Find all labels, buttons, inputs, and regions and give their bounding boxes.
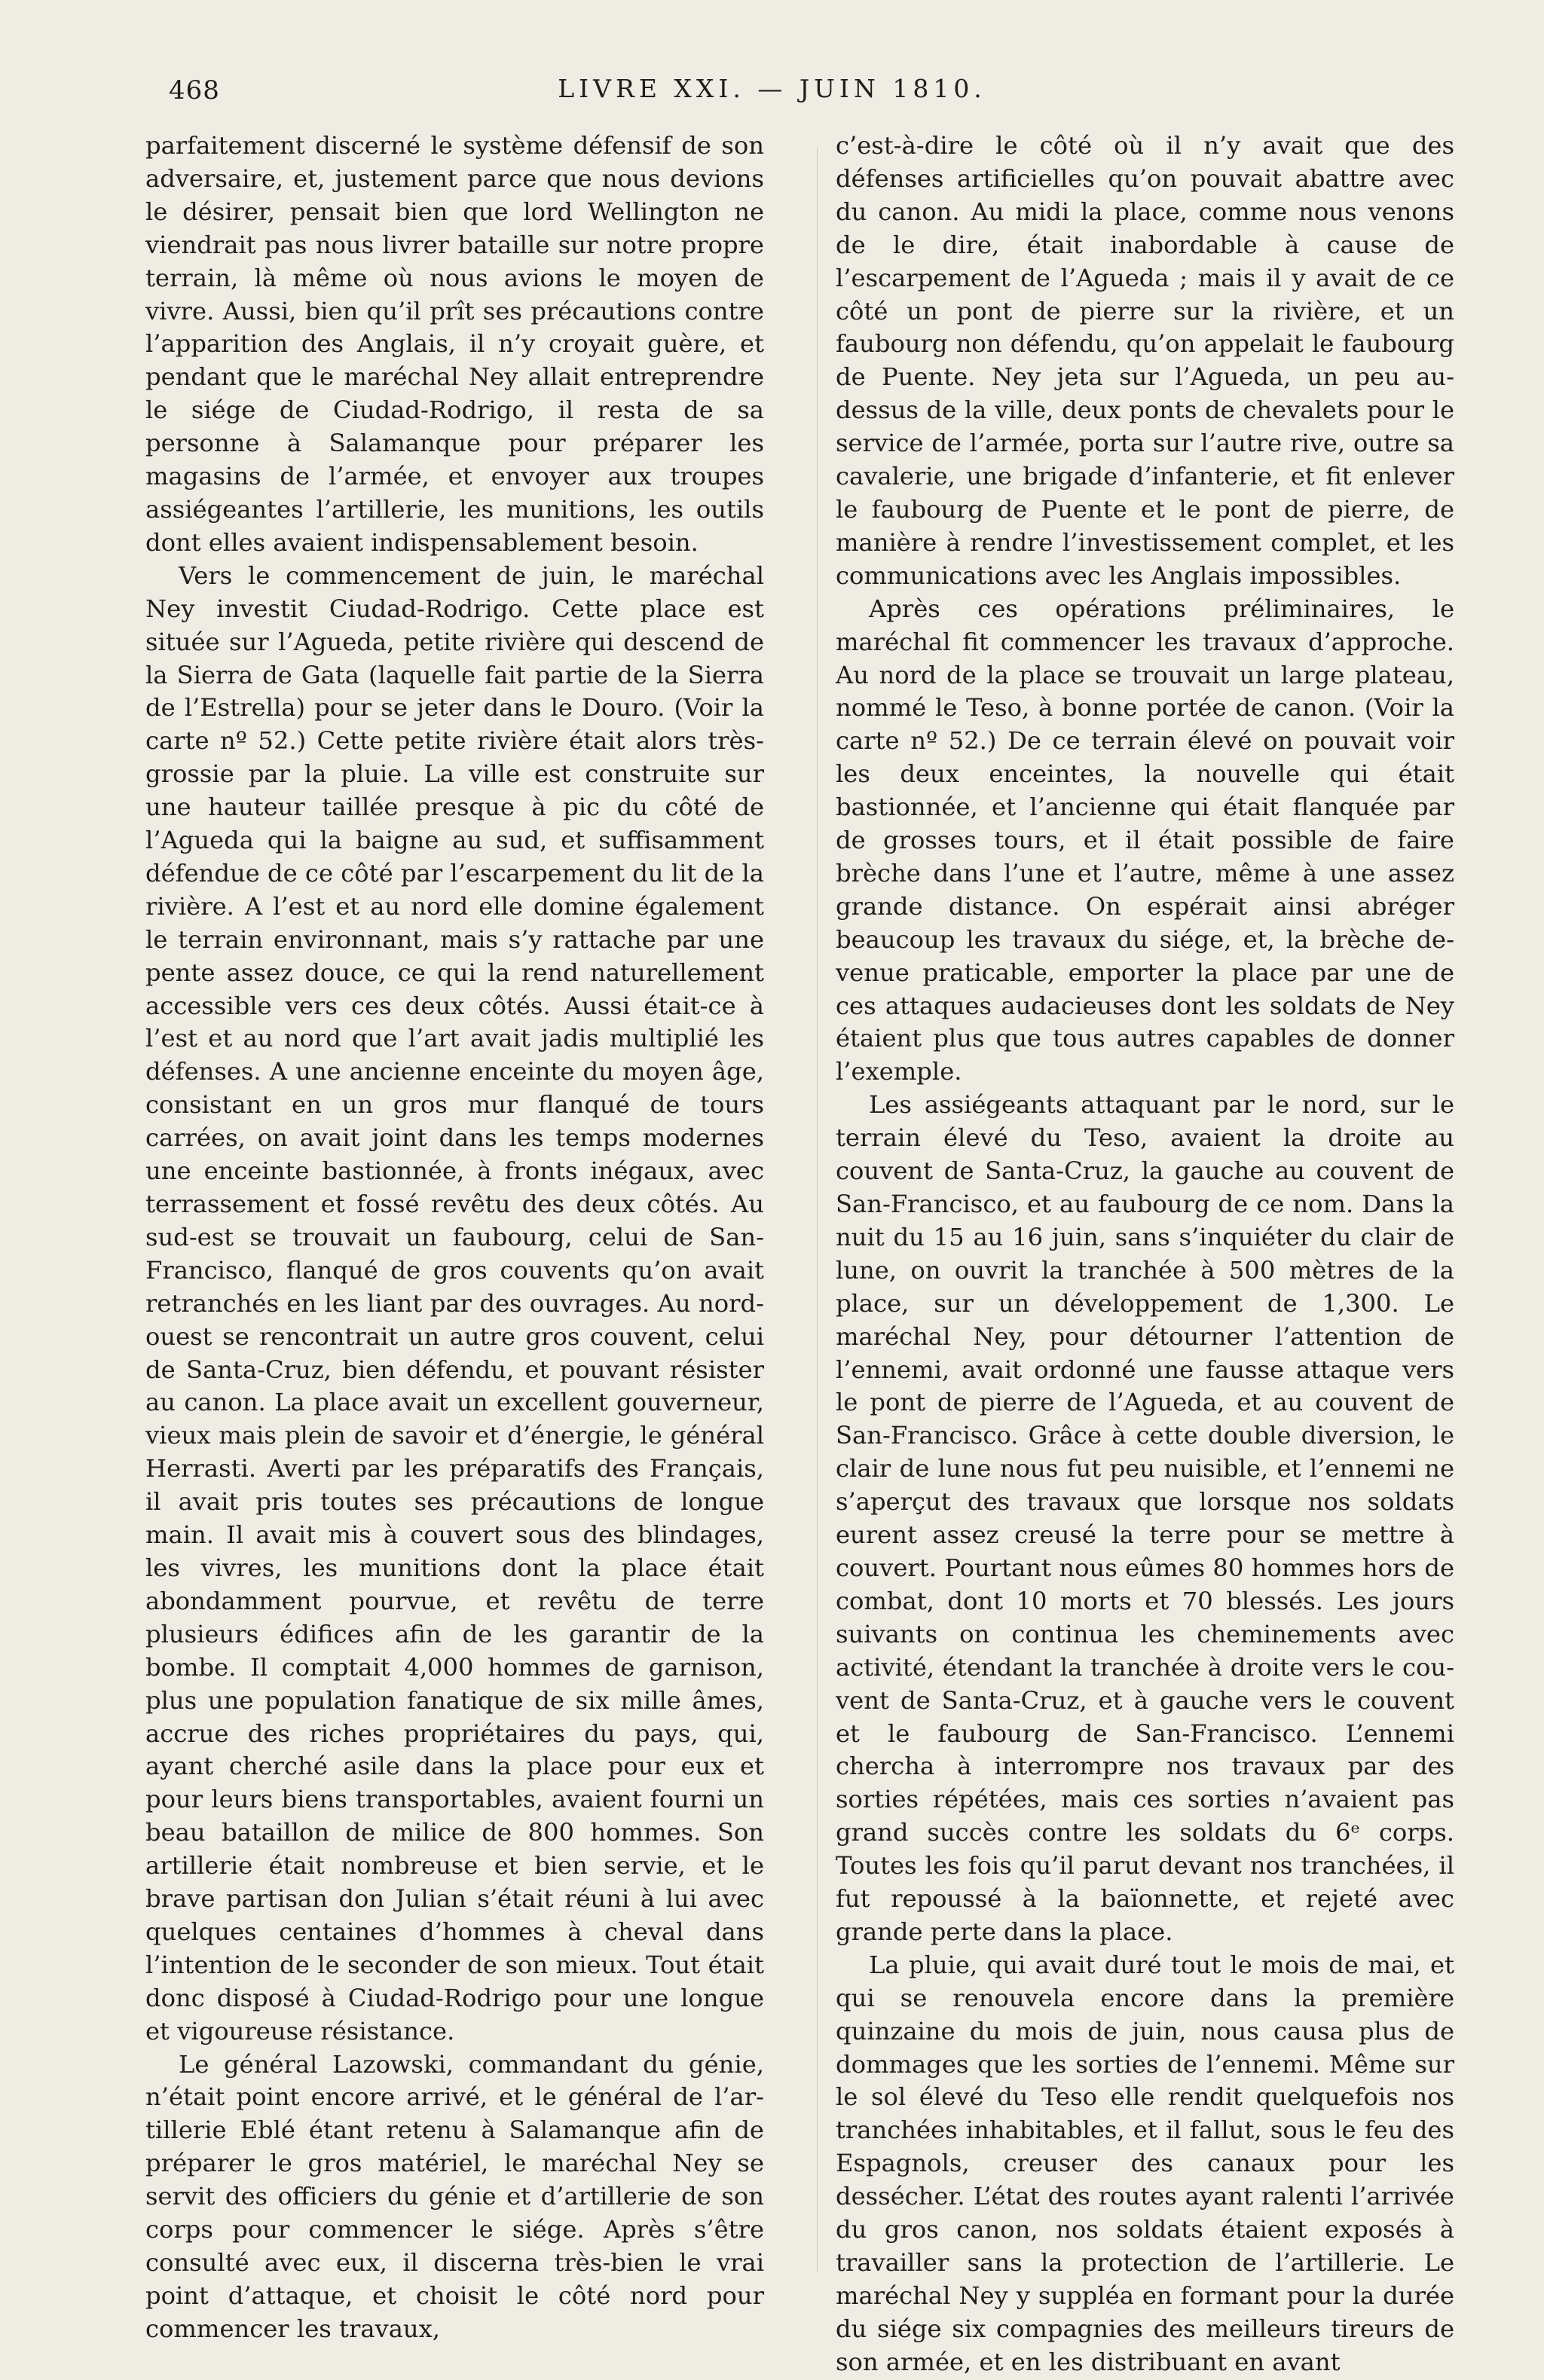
page-number: 468 xyxy=(169,75,220,105)
column-divider xyxy=(817,148,818,2272)
paragraph: parfaitement discerné le système défensif de son adversaire, et, justement parce que nous devions le désirer, pensait bien que lord Wellington ne viendrait pas nous livrer bataille sur notre propre terrain, là même où nous avions le moyen de vivre. Aussi, bien qu’il prît ses précautions contre l’apparition des Anglais, il n’y croyait guère, et pendant que le maréchal Ney allait entreprendre le siége de Ciudad-Rodrigo, il resta de sa personne à Salamanque pour préparer les magasins de l’armée, et envoyer aux troupes assiégeantes l’artillerie, les munitions, les outils dont elles avaient indispensablement besoin. xyxy=(145,131,764,557)
paragraph: Vers le commencement de juin, le maréchal Ney investit Ciudad-Rodrigo. Cette place est située sur l’Agueda, petite rivière qui descend de la Sierra de Gata (laquelle fait partie de la Sierra de l’Estrella) pour se jeter dans le Douro. (Voir la carte nº 52.) Cette petite rivière était alors très-grossie par la pluie. La ville est construite sur une hauteur taillée presque à pic du côté de l’Agueda qui la baigne au sud, et suffisamment défendue de ce côté par l’escarpement du lit de la rivière. A l’est et au nord elle domine également le terrain environnant, mais s’y rattache par une pente assez douce, ce qui la rend naturellement accessible vers ces deux côtés. Aussi était-ce à l’est et au nord que l’art avait jadis multiplié les défenses. A une ancienne enceinte du moyen âge, consistant en un gros mur flanqué de tours carrées, on avait joint dans les temps modernes une enceinte bastionnée, à fronts inégaux, avec terrassement et fossé revêtu des deux côtés. Au sud-est se trouvait un faubourg, celui de San-Francisco, flanqué de gros couvents qu’on avait retranchés en les liant par des ouvrages. Au nord-ouest se rencontrait un autre gros couvent, celui de Santa-Cruz, bien défendu, et pouvant résister au canon. La place avait un excellent gouverneur, vieux mais plein de savoir et d’énergie, le général Herrasti. Averti par les préparatifs des Français, il avait pris toutes ses précautions de longue main. Il avait mis à couvert sous des blindages, les vivres, les munitions dont la place était abondamment pourvue, et revêtu de terre plusieurs édifices afin de les garantir de la bombe. Il comptait 4,000 hommes de garnison, plus une population fanatique de six mille âmes, accrue des riches propriétaires du pays, qui, ayant cherché asile dans la place pour eux et pour leurs biens transportables, avaient fourni un beau bataillon de milice de 800 hommes. Son artillerie était nombreuse et bien servie, et le brave partisan don Julian s’était réuni à lui avec quelques centaines d’hommes à cheval dans l’intention de le seconder de son mieux. Tout était donc disposé à Ciudad-Rodrigo pour une longue et vigoureuse résistance. xyxy=(145,561,764,2045)
right-column xyxy=(836,130,1454,2379)
paragraph: La pluie, qui avait duré tout le mois de mai, et qui se renouvela encore dans la première quinzaine du mois de juin, nous causa plus de dommages que les sorties de l’ennemi. Même sur le sol élevé du Teso elle rendit quelquefois nos tranchées inhabitables, et il fallut, sous le feu des Espagnols, creuser des canaux pour les dessécher. L’état des routes ayant ralenti l’arrivée du gros canon, nos soldats étaient exposés à travailler sans la protection de l’artillerie. Le maréchal Ney y suppléa en formant pour la durée du siége six compagnies des meilleurs tireurs de son armée, et en les distribuant en avant xyxy=(836,1950,1454,2376)
paragraph: c’est-à-dire le côté où il n’y avait que des défenses artificielles qu’on pouvait abattre avec du canon. Au midi la place, comme nous venons de le dire, était inabordable à cause de l’escarpement de l’Agueda ; mais il y avait de ce côté un pont de pierre sur la rivière, et un faubourg non défendu, qu’on appelait le faubourg de Puente. Ney jeta sur l’Agueda, un peu au-dessus de la ville, deux ponts de chevalets pour le service de l’armée, porta sur l’autre rive, outre sa cavalerie, une brigade d’infanterie, et fit enlever le faubourg de Puente et le pont de pierre, de manière à rendre l’investissement complet, et les communications avec les Anglais impossibles. xyxy=(836,131,1454,590)
paragraph: Les assiégeants attaquant par le nord, sur le terrain élevé du Teso, avaient la droite au couvent de Santa-Cruz, la gauche au couvent de San-Francisco, et au faubourg de ce nom. Dans la nuit du 15 au 16 juin, sans s’inquiéter du clair de lune, on ouvrit la tranchée à 500 mètres de la place, sur un développement de 1,300. Le maréchal Ney, pour détourner l’attention de l’ennemi, avait ordonné une fausse attaque vers le pont de pierre de l’Agueda, et au couvent de San-Francisco. Grâce à cette double diversion, le clair de lune nous fut peu nuisible, et l’ennemi ne s’aperçut des travaux que lorsque nos soldats eurent assez creusé la terre pour se mettre à couvert. Pourtant nous eûmes 80 hommes hors de combat, dont 10 morts et 70 blessés. Les jours suivants on continua les cheminements avec activité, étendant la tranchée à droite vers le couvent de Santa-Cruz, et à gauche vers le couvent et le faubourg de San-Francisco. L’ennemi chercha à interrompre nos travaux par des sorties répétées, mais ces sorties n’avaient pas grand succès contre les soldats du 6ᵉ corps. Toutes les fois qu’il parut devant nos tranchées, il fut repoussé à la baïonnette, et rejeté avec grande perte dans la place. xyxy=(836,1090,1454,1946)
left-column xyxy=(145,130,764,2346)
paragraph: Le général Lazowski, commandant du génie, n’était point encore arrivé, et le général de l’artillerie Eblé étant retenu à Salamanque afin de préparer le gros matériel, le maréchal Ney se servit des officiers du génie et d’artillerie de son corps pour commencer le siége. Après s’être consulté avec eux, il discerna très-bien le vrai point d’attaque, et choisit le côté nord pour commencer les travaux, xyxy=(145,2049,764,2343)
running-title: LIVRE XXI. — JUIN 1810. xyxy=(558,74,986,103)
paragraph: Après ces opérations préliminaires, le maréchal fit commencer les travaux d’approche. Au nord de la place se trouvait un large plateau, nommé le Teso, à bonne portée de canon. (Voir la carte nº 52.) De ce terrain élevé on pouvait voir les deux enceintes, la nouvelle qui était bastionnée, et l’ancienne qui était flanquée par de grosses tours, et il était possible de faire brèche dans l’une et l’autre, même à une assez grande distance. On espérait ainsi abréger beaucoup les travaux du siége, et, la brèche devenue praticable, emporter la place par une de ces attaques audacieuses dont les soldats de Ney étaient plus que tous autres capables de donner l’exemple. xyxy=(836,594,1454,1086)
